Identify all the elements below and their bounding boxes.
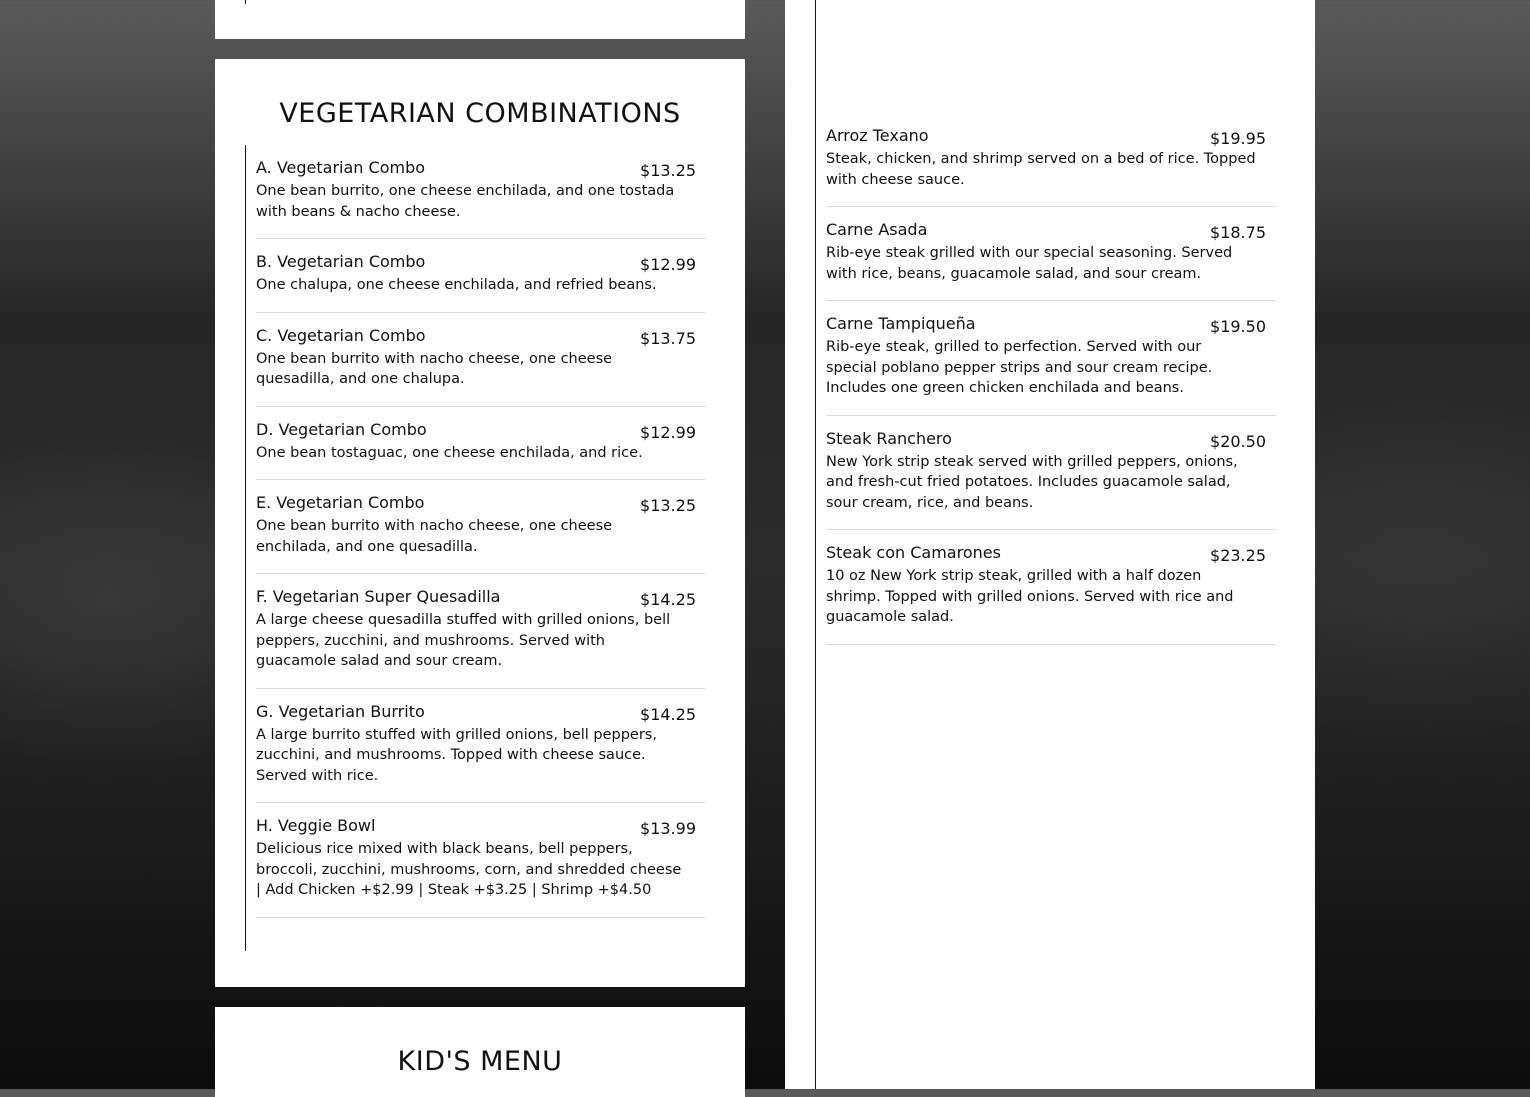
menu-item-header bbox=[256, 816, 696, 838]
menu-item bbox=[826, 301, 1276, 416]
menu-item-name: Steak con Camarones bbox=[826, 543, 1001, 562]
menu-item bbox=[256, 803, 706, 918]
menu-item bbox=[256, 689, 706, 804]
menu-item-description: A large cheese quesadilla stuffed with grilled onions, bell peppers, zucchini, and mushrooms. Served with guacamole salad and sour cream. bbox=[256, 612, 671, 669]
menu-item-header bbox=[826, 428, 1266, 451]
menu-item-price: $23.25 bbox=[1210, 546, 1266, 565]
menu-item-header bbox=[256, 158, 696, 180]
menu-item bbox=[826, 530, 1276, 645]
menu-item-header bbox=[256, 493, 696, 515]
menu-item-description: One bean burrito with nacho cheese, one cheese quesadilla, and one chalupa. bbox=[256, 350, 613, 387]
menu-item-price: $13.99 bbox=[640, 819, 696, 838]
menu-item-name: Carne Tampiqueña bbox=[826, 314, 976, 333]
menu-item-name: D. Vegetarian Combo bbox=[256, 419, 427, 439]
menu-item-price: $19.95 bbox=[1210, 129, 1266, 148]
menu-item bbox=[256, 145, 706, 239]
menu-item-header bbox=[256, 325, 696, 348]
menu-item-price: $14.25 bbox=[640, 704, 696, 724]
menu-item-description: One chalupa, one cheese enchilada, and refried beans. bbox=[256, 277, 657, 293]
menu-item-name: B. Vegetarian Combo bbox=[256, 252, 426, 271]
vegetarian-menu-list bbox=[245, 145, 706, 951]
menu-item-description: A large burrito stuffed with grilled onions, bell peppers, zucchini, and mushrooms. Topped with cheese sauce. Served with rice. bbox=[256, 726, 657, 784]
menu-item-name: Carne Asada bbox=[826, 220, 928, 239]
kids-menu-panel bbox=[215, 1007, 745, 1097]
menu-item-price: $14.25 bbox=[640, 590, 696, 609]
menu-item-price: $20.50 bbox=[1210, 431, 1266, 451]
menu-item-description: Delicious rice mixed with black beans, bell peppers, broccoli, zucchini, mushrooms, corn, and shredded cheese | Add Chicken +$2.99 | Steak +$3.25 | Shrimp +$4.50 bbox=[256, 841, 682, 898]
section-divider-line bbox=[245, 0, 246, 4]
menu-item-header bbox=[826, 314, 1266, 336]
menu-item-header bbox=[826, 543, 1266, 565]
menu-item bbox=[256, 574, 706, 689]
menu-item-price: $18.75 bbox=[1210, 223, 1266, 242]
menu-item-description: 10 oz New York strip steak, grilled with a half dozen shrimp. Topped with grilled onions. Served with rice and guacamole salad. bbox=[826, 568, 1234, 625]
menu-item-price: $13.25 bbox=[640, 496, 696, 515]
vegetarian-items bbox=[256, 145, 706, 918]
menu-item-description: New York strip steak served with grilled peppers, onions, and fresh-cut fried potatoes. Includes guacamole salad, sour cream, rice, and beans. bbox=[826, 453, 1238, 511]
menu-item-description: One bean burrito with nacho cheese, one cheese enchilada, and one quesadilla. bbox=[256, 518, 613, 555]
menu-item-name: Arroz Texano bbox=[826, 126, 929, 145]
menu-item-header bbox=[256, 252, 696, 274]
menu-item-name: F. Vegetarian Super Quesadilla bbox=[256, 587, 501, 606]
menu-item-name: A. Vegetarian Combo bbox=[256, 158, 426, 177]
menu-item-header bbox=[256, 419, 696, 442]
menu-item bbox=[826, 113, 1276, 207]
menu-item-description: One bean tostaguac, one cheese enchilada, and rice. bbox=[256, 444, 643, 461]
menu-item-header bbox=[256, 701, 696, 724]
menu-item-header bbox=[826, 126, 1266, 148]
vegetarian-combinations-panel bbox=[215, 59, 745, 987]
menu-item bbox=[256, 407, 706, 481]
menu-item-description: Rib-eye steak, grilled to perfection. Served with our special poblano pepper strips and sour cream recipe. Includes one green chicken enchilada and beans. bbox=[826, 339, 1213, 396]
menu-item bbox=[826, 207, 1276, 301]
menu-item bbox=[826, 416, 1276, 531]
steaks-menu-list bbox=[815, 0, 1276, 1089]
menu-item-name: C. Vegetarian Combo bbox=[256, 325, 426, 345]
menu-item-header bbox=[826, 220, 1266, 242]
menu-item bbox=[256, 480, 706, 574]
section-title-vegetarian: VEGETARIAN COMBINATIONS bbox=[279, 98, 681, 129]
menu-item-price: $12.99 bbox=[640, 255, 696, 274]
menu-item-header bbox=[256, 587, 696, 609]
menu-item-price: $13.25 bbox=[640, 161, 696, 180]
menu-item-name: E. Vegetarian Combo bbox=[256, 493, 425, 512]
menu-item bbox=[256, 239, 706, 313]
menu-item-name: G. Vegetarian Burrito bbox=[256, 701, 425, 721]
previous-section-panel bbox=[215, 0, 745, 39]
menu-item-description: One bean burrito, one cheese enchilada, and one tostada with beans & nacho cheese. bbox=[256, 183, 675, 220]
steaks-panel bbox=[785, 0, 1315, 1089]
steak-items bbox=[826, 113, 1276, 645]
menu-item-name: Steak Ranchero bbox=[826, 428, 952, 448]
menu-item-price: $13.75 bbox=[640, 328, 696, 348]
menu-item-price: $19.50 bbox=[1210, 317, 1266, 336]
menu-item-description: Steak, chicken, and shrimp served on a bed of rice. Topped with cheese sauce. bbox=[826, 151, 1256, 188]
section-title-kids: KID'S MENU bbox=[397, 1046, 563, 1077]
menu-item-price: $12.99 bbox=[640, 422, 696, 442]
menu-item-name: H. Veggie Bowl bbox=[256, 816, 376, 835]
menu-item bbox=[256, 313, 706, 407]
menu-item-description: Rib-eye steak grilled with our special seasoning. Served with rice, beans, guacamole salad, and sour cream. bbox=[826, 245, 1233, 282]
